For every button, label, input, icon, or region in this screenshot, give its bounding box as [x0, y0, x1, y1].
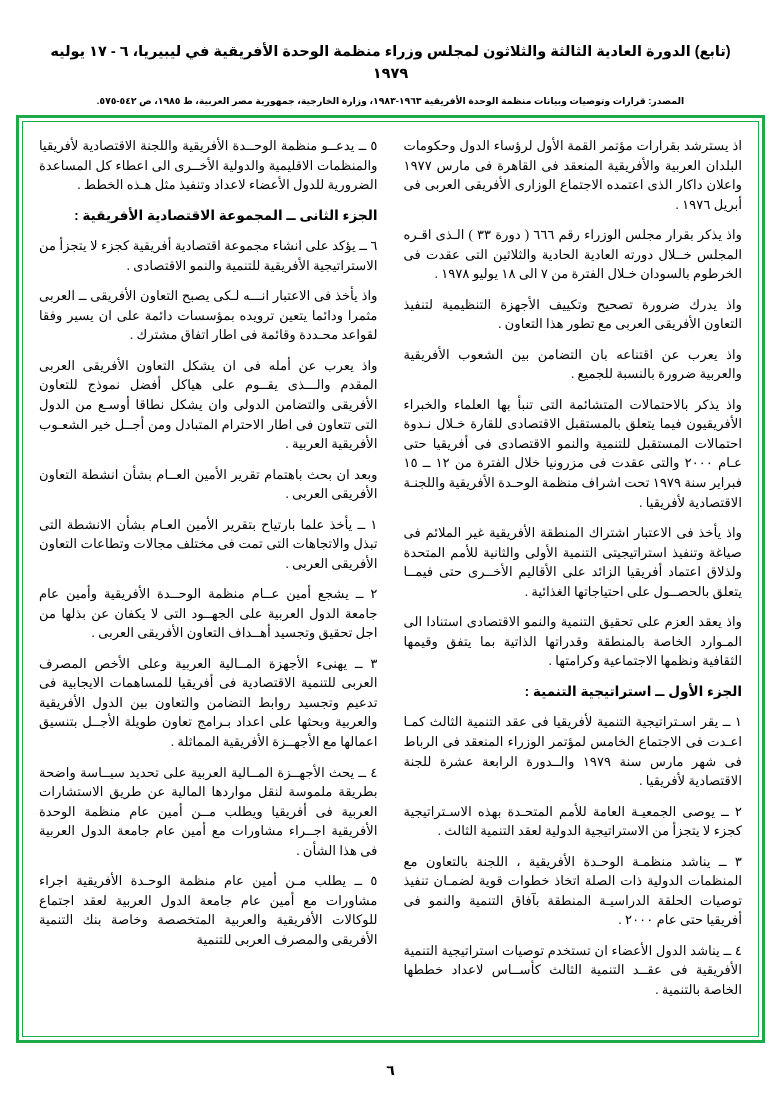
paragraph: وبعد ان بحث باهتمام تقرير الأمين العــام بشأن انشطة التعاون الأفريقى العربى .: [39, 466, 378, 502]
paragraph: واذ يعرب عن اقتناعه بان التضامن بين الشعوب الأفريقية والعربية ضرورة بالنسبة للجميع .: [403, 346, 742, 382]
section-heading-part-two: الجزء الثانى ــ المجموعة الاقتصادية الأفريقية :: [74, 207, 378, 223]
column-left: [39, 136, 378, 1026]
content-area: [22, 121, 759, 1037]
paragraph: واذ يعرب عن أمله فى ان يشكل التعاون الأفريقى العربى المقدم والـــذى يقــوم على هياكل أفضل نموذج للتعاون الأفريقى والتضامن الدولى وان يشكل نطاقا أوسـع من الدول التى تتعاون فى اطار الاحترام المتبادل ومن أجــل خير الشعـوب الأفريقية العربية .: [39, 357, 378, 452]
paragraph: واذ يذكر بقرار مجلس الوزراء رقم ٦٦٦ ( دورة ٣٣ ) الـذى اقـره المجلس خــلال دورته العادية الحادية والثلاثين التى عقدت فى الخرطوم بالسودان خـلال الفترة من ٧ الى ١٨ يوليو ١٩٧٨ .: [403, 227, 742, 282]
numbered-item: ٢ ــ يوصى الجمعيـة العامة للأمم المتحـدة بهذه الاسـتراتيجية كجزء لا يتجزأ من الاستراتيجية الدولية لعقد التنمية الثالث .: [403, 803, 742, 839]
two-column-layout: [39, 136, 742, 1026]
paragraph: واذ يأخذ فى الاعتبار انـــه لـكى يصبح التعاون الأفريقى ــ العربى مثمرا ودائما يتعين ترويده بمؤسسات دائمة على ان يسير وفقا لقواعد محـددة وقائمة فى اطار اتفاق مشترك .: [39, 288, 378, 343]
page-title: (تابع) الدورة العادية الثالثة والثلاثون لمجلس وزراء منظمة الوحدة الأفريقية في ليبيريا، ٦ - ١٧ يوليه ١٩٧٩: [50, 44, 731, 82]
numbered-item: ٦ ــ يؤكد على انشاء مجموعة اقتصادية أفريقية كجزء لا يتجزأ من الاستراتيجية الأفريقية للتنمية والنمو الاقتصادى .: [39, 238, 378, 273]
numbered-item: ٣ ــ يناشد منظمـة الوحـدة الأفريقية ، اللجنة بالتعاون مع المنظمات الدولية ذات الصلة اتخاذ خطوات قوية لضمـان تنفيذ توصيات الحلقة الدراسيـة المنطقة بآفاق التنمية والنمو فى أفريقيا حتى عام ٢٠٠٠ .: [403, 853, 742, 928]
page-header: [0, 0, 781, 108]
numbered-item: ٥ ــ يطلب مـن أمين عام منظمة الوحـدة الأفريقية اجراء مشاورات مع أمين عام جامعة الدول العربية لعقد اجتماع للوكالات الأفريقية والعربية المتخصصة وخاصة بنك التنمية الأفريقى والمصرف العربى للتنمية: [39, 873, 378, 947]
numbered-item: ١ ــ يأخذ علما بارتياح بتقرير الأمين العـام بشأن الانشطة التى تبذل والاتجاهات التى تمت فى مختلف مجالات وتطاعات التعاون الأفريقى العربى .: [39, 516, 378, 571]
numbered-item: ٤ ــ يناشد الدول الأعضاء ان تستخدم توصيات استراتيجية التنمية الأفريقية فى عقــد التنمية الثالث كأســاس لاعداد خططها الخاصة بالتنمية .: [403, 942, 742, 997]
paragraph: واذ يدرك ضرورة تصحيح وتكييف الأجهزة التنظيمية لتنفيذ التعاون الأفريقى العربى مع تطور هذا التعاون .: [403, 296, 742, 332]
numbered-item: ١ ــ يقر اسـتراتيجية التنمية لأفريقيا فى عقد التنمية الثالث كمـا اعـدت فى الاجتماع الخامس لمؤتمر الوزراء المنعقد فى الرباط فى شهر مارس سنة ١٩٧٩ والــدورة الرابعة عشرة للجنة الاقتصادية لأفريقيا .: [403, 714, 742, 789]
paragraph: واذ يأخذ فى الاعتبار اشتراك المنطقة الأفريقية غير الملائم فى صياغة وتنفيذ استراتيجيتى التنمية الأولى والثانية للأمم المتحدة ولذلاق اعتماد أفريقيا الزائد على الأقاليم الأخــرى حتى فيمــا يتعلق بالحصــول على احتياجاتها الغذائية .: [403, 525, 742, 599]
paragraph: واذ يعقد العزم على تحقيق التنمية والنمو الاقتصادى استنادا الى المـوارد الخاصة بالمنطقة وقدراتها الذاتية بما يتفق وقيمها الثقافية ونظمها الاجتماعية وكرامتها .: [403, 614, 742, 669]
content-border: [16, 115, 765, 1043]
numbered-item: ٤ ــ يحث الأجهــزة المــالية العربية على تحديد سيــاسة واضحة بطريقة ملموسة لنقل مواردها المالية عن طريق الاستشارات العربية فى أفريقيا ويطلب مــن أمين عام منظمة الوحدة الأفريقية اجــراء مشاورات مع أمين عام جامعة الدول العربية فى هذا الشأن .: [39, 764, 378, 858]
source-note: المصدر: قرارات وتوصيات وبيانات منظمة الوحدة الأفريقية ١٩٦٣-١٩٨٣، وزارة الخارجية، جمهورية مصر العربية، ط ١٩٨٥، ص ٥٤٢-٥٧٥.: [96, 95, 685, 106]
column-right: [404, 136, 743, 1026]
numbered-item: ٣ ــ يهنىء الأجهزة المــالية العربية وعلى الأخص المصرف العربى للتنمية الاقتصادية فى أفريقيا للمساهمات الايجابية فى تدعيم وتجسيد روابط التضامن والتعاون بين الدول الأفريقية والعربية وبحثها على اعداد بـرامج تعاون طويلة الأجــل بتنسيق اعمالها مع الأجهــزة الأفريقية المماثلة .: [39, 655, 378, 749]
paragraph: واذ يذكر بالاحتمالات المتشائمة التى تنبأ بها العلماء والخبراء الأفريقيون فيما يتعلق بالمستقبل الاقتصادى للقارة خـلال نـدوة احتمالات المستقبل للتنمية والنمو الاقتصادى فى أفريقيا حتى عـام ٢٠٠٠ والتى عقدت فى مزرونيا خلال الفترة من ١٢ ــ ١٥ فبراير سنة ١٩٧٩ تحت اشراف منظمة الوحـدة الأفريقية واللجنـة الاقتصادية لأفريقيا .: [403, 396, 742, 510]
page-number: ٦: [386, 1062, 395, 1078]
numbered-item: ٥ ــ يدعــو منظمة الوحــدة الأفريقية واللجنة الاقتصادية لأفريقيا والمنظمات الاقليمية والدولية الأخــرى الى اعطاء كل المساعدة الضرورية للدول الأعضاء لاعداد وتنفيذ مثل هـذه الخطط .: [39, 138, 378, 193]
paragraph: اذ يسترشد بقرارات مؤتمر القمة الأول لرؤساء الدول وحكومات البلدان العربية والأفريقية المنعقد فى القاهرة فى مارس ١٩٧٧ واعلان داكار الذى اعتمده الاجتماع الوزارى الأفريقى العربى فى أبريل ١٩٧٦ .: [403, 138, 742, 212]
section-heading-part-one: الجزء الأول ــ استراتيجية التنمية :: [524, 683, 742, 699]
numbered-item: ٢ ــ يشجع أمين عــام منظمة الوحــدة الأفريقية وأمين عام جامعة الدول العربية على الجهــود التى لا يكفان عن بذلها من اجل تحقيق وتجسيد أهــداف التعاون الأفريقى العربى .: [39, 586, 378, 641]
